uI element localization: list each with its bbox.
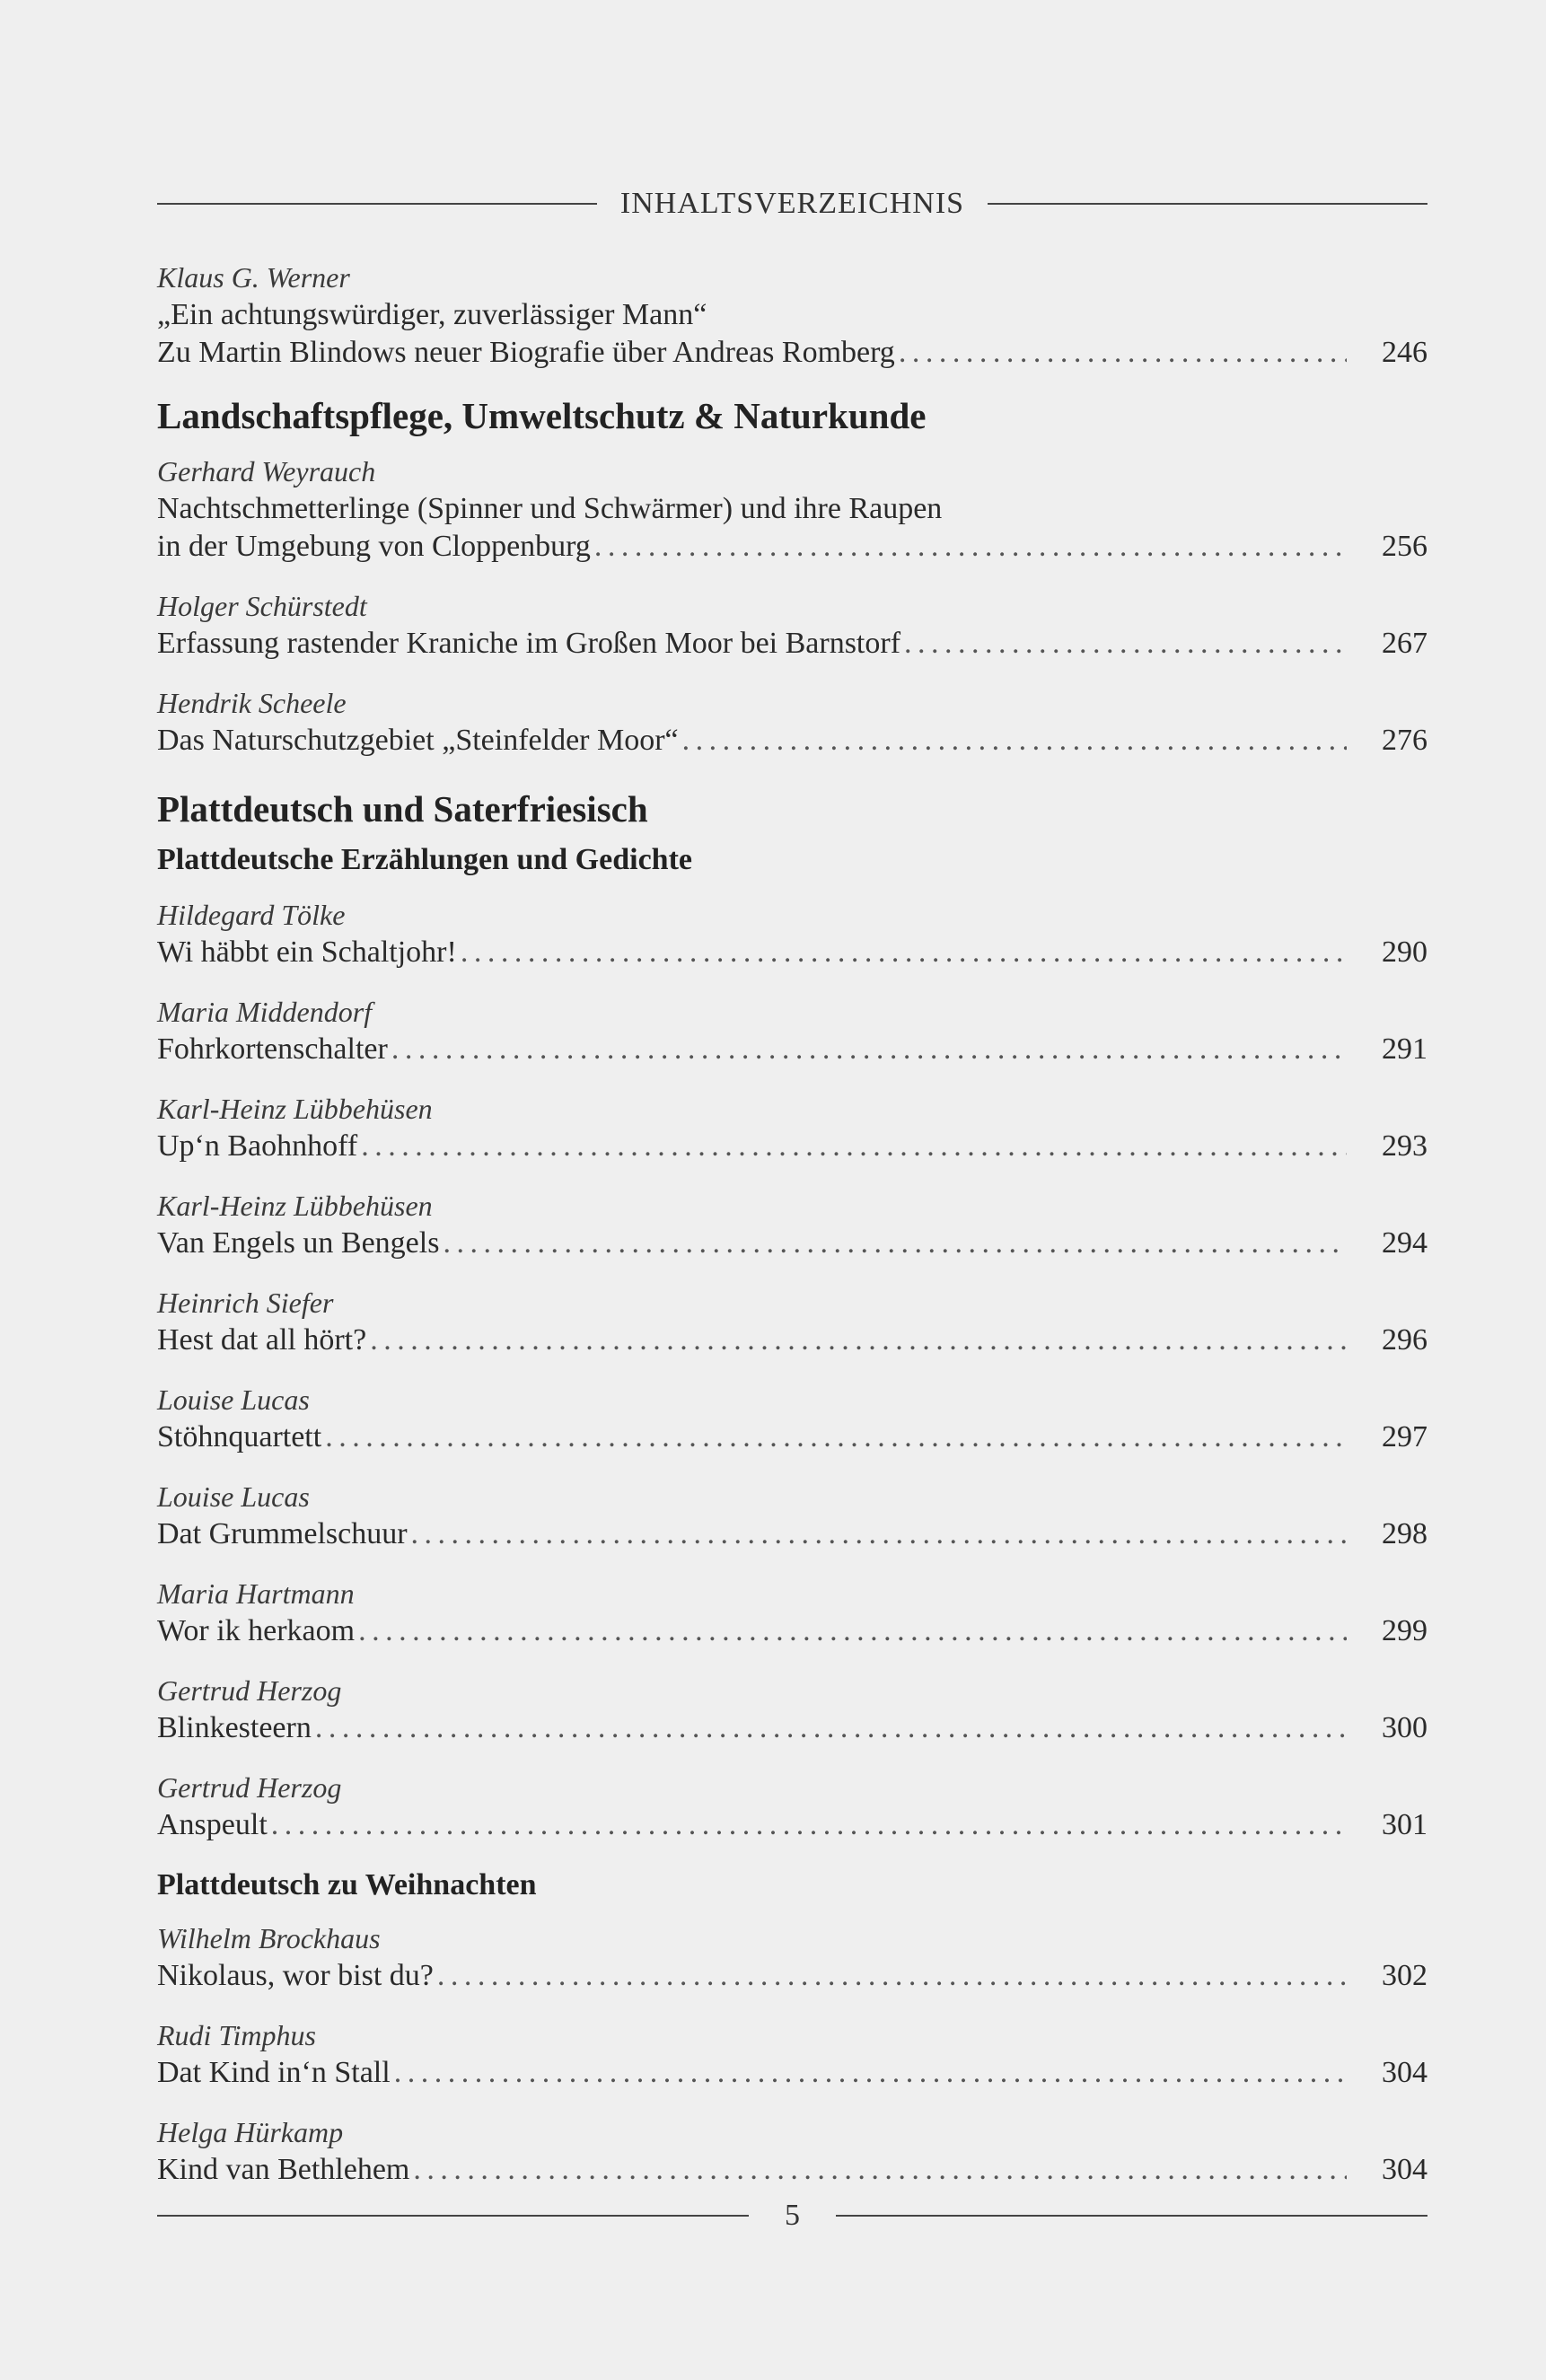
entry-author: Helga Hürkamp (157, 2116, 344, 2148)
entry-title-text: Anspeult (157, 1808, 268, 1841)
entry-title-last-line (157, 2054, 1427, 2092)
dot-leader (443, 1225, 1347, 1262)
entry-page-number: 297 (1382, 1420, 1427, 1453)
entry-author: Maria Hartmann (157, 1577, 355, 1610)
toc-entry (157, 1478, 1427, 1553)
toc-entry (157, 1769, 1427, 1844)
entry-title-line: Nachtschmetterlinge (Spinner und Schwärmer) und ihre Raupen (157, 492, 943, 525)
section-title: Landschaftspflege, Umweltschutz & Naturkunde (157, 395, 927, 436)
entry-page-number: 294 (1382, 1226, 1427, 1260)
footer-rule-right (836, 2215, 1427, 2217)
entry-title-last-line (157, 722, 1427, 760)
entry-author: Karl-Heinz Lübbehüsen (157, 1093, 433, 1125)
entry-title-last-line (157, 1612, 1427, 1650)
entry-page-number: 291 (1382, 1032, 1427, 1066)
entry-author: Holger Schürstedt (157, 590, 367, 622)
dot-leader (315, 1709, 1347, 1747)
toc-content (157, 259, 1427, 2210)
entry-author: Gerhard Weyrauch (157, 455, 376, 487)
dot-leader (361, 1128, 1347, 1165)
toc-entry (157, 684, 1427, 760)
footer-rule-left (157, 2215, 749, 2217)
dot-leader (358, 1612, 1347, 1650)
entry-author: Hildegard Tölke (157, 899, 346, 931)
entry-title-text: Stöhnquartett (157, 1420, 322, 1453)
entry-title-text: Das Naturschutzgebiet „Steinfelder Moor“ (157, 724, 679, 757)
entry-title-last-line (157, 1515, 1427, 1553)
entry-author: Wilhelm Brockhaus (157, 1922, 381, 1954)
header-rule (157, 181, 1427, 226)
entry-page-number: 304 (1382, 2056, 1427, 2089)
entry-page-number: 293 (1382, 1129, 1427, 1163)
entry-title-text: Zu Martin Blindows neuer Biografie über Andreas Romberg (157, 336, 895, 369)
entry-author: Hendrik Scheele (157, 687, 347, 719)
entry-title-last-line (157, 2151, 1427, 2189)
entry-page-number: 267 (1382, 627, 1427, 660)
entry-title-text: Dat Grummelschuur (157, 1517, 408, 1550)
dot-leader (411, 1515, 1347, 1553)
dot-leader (899, 334, 1347, 372)
entry-title-last-line (157, 334, 1427, 372)
entry-page-number: 296 (1382, 1323, 1427, 1357)
dot-leader (325, 1418, 1347, 1456)
header-rule-right (988, 203, 1427, 205)
header-rule-left (157, 203, 597, 205)
toc-entry (157, 896, 1427, 971)
entry-title-text: Fohrkortenschalter (157, 1032, 388, 1066)
dot-leader (370, 1322, 1347, 1359)
entry-title-last-line (157, 934, 1427, 971)
entry-author: Gertrud Herzog (157, 1771, 342, 1804)
subsection-title: Plattdeutsch zu Weihnachten (157, 1868, 537, 1901)
entry-author: Maria Middendorf (157, 996, 373, 1028)
dot-leader (391, 1031, 1347, 1068)
entry-page-number: 298 (1382, 1517, 1427, 1550)
entry-title-text: Blinkesteern (157, 1711, 312, 1744)
toc-entry (157, 1381, 1427, 1456)
entry-page-number: 299 (1382, 1614, 1427, 1647)
entry-title-text: Nikolaus, wor bist du? (157, 1959, 434, 1992)
dot-leader (437, 1957, 1347, 1995)
entry-title-text: Up‘n Baohnhoff (157, 1129, 358, 1163)
entry-title-last-line (157, 625, 1427, 663)
entry-title-last-line (157, 1418, 1427, 1456)
entry-title-text: Wi häbbt ein Schaltjohr! (157, 935, 457, 969)
toc-entry (157, 1090, 1427, 1165)
dot-leader (904, 625, 1347, 663)
subsection-title: Plattdeutsche Erzählungen und Gedichte (157, 843, 692, 876)
entry-title-text: in der Umgebung von Cloppenburg (157, 530, 591, 563)
toc-entry (157, 1187, 1427, 1262)
entry-title-text: Hest dat all hört? (157, 1323, 367, 1357)
toc-entry (157, 2016, 1427, 2092)
toc-entry (157, 1672, 1427, 1747)
entry-title-last-line (157, 1709, 1427, 1747)
entry-author: Klaus G. Werner (157, 261, 350, 294)
dot-leader (394, 2054, 1347, 2092)
entry-title-last-line (157, 1128, 1427, 1165)
toc-entry (157, 1919, 1427, 1995)
entry-title-last-line (157, 1225, 1427, 1262)
footer-rule (157, 2193, 1427, 2238)
toc-entry (157, 2113, 1427, 2189)
entry-title-text: Kind van Bethlehem (157, 2153, 410, 2186)
toc-entry (157, 1575, 1427, 1650)
dot-leader (594, 528, 1347, 566)
dot-leader (682, 722, 1347, 760)
entry-title-last-line (157, 1031, 1427, 1068)
entry-author: Heinrich Siefer (157, 1287, 334, 1319)
entry-title-text: Erfassung rastender Kraniche im Großen Moor bei Barnstorf (157, 627, 901, 660)
entry-page-number: 301 (1382, 1808, 1427, 1841)
entry-author: Louise Lucas (157, 1480, 310, 1513)
entry-page-number: 302 (1382, 1959, 1427, 1992)
dot-leader (461, 934, 1347, 971)
entry-title-last-line (157, 528, 1427, 566)
toc-entry (157, 452, 1427, 566)
toc-entry (157, 1284, 1427, 1359)
page-number: 5 (785, 2199, 800, 2232)
entry-page-number: 304 (1382, 2153, 1427, 2186)
entry-title-line: „Ein achtungswürdiger, zuverlässiger Mann“ (157, 298, 707, 331)
entry-author: Rudi Timphus (157, 2019, 316, 2051)
entry-author: Louise Lucas (157, 1383, 310, 1416)
entry-author: Karl-Heinz Lübbehüsen (157, 1190, 433, 1222)
section-title: Plattdeutsch und Saterfriesisch (157, 788, 648, 830)
entry-title-text: Wor ik herkaom (157, 1614, 356, 1647)
entry-title-text: Dat Kind in‘n Stall (157, 2056, 391, 2089)
entry-title-text: Van Engels un Bengels (157, 1226, 440, 1260)
toc-entry (157, 259, 1427, 372)
dot-leader (413, 2151, 1347, 2189)
entry-title-last-line (157, 1322, 1427, 1359)
entry-title-last-line (157, 1957, 1427, 1995)
page-title: INHALTSVERZEICHNIS (619, 187, 965, 220)
entry-title-last-line (157, 1806, 1427, 1844)
dot-leader (271, 1806, 1347, 1844)
entry-page-number: 290 (1382, 935, 1427, 969)
entry-page-number: 256 (1382, 530, 1427, 563)
toc-entry (157, 993, 1427, 1068)
entry-page-number: 300 (1382, 1711, 1427, 1744)
toc-entry (157, 587, 1427, 663)
entry-page-number: 276 (1382, 724, 1427, 757)
entry-page-number: 246 (1382, 336, 1427, 369)
entry-author: Gertrud Herzog (157, 1674, 342, 1707)
